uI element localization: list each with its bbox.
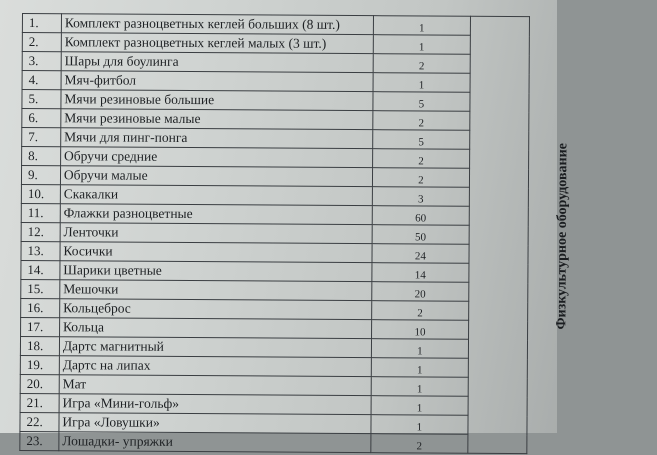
item-name: Дартс магнитный — [59, 337, 372, 358]
item-quantity: 20 — [372, 282, 468, 302]
category-label: Физкультурное оборудование — [553, 143, 570, 330]
item-quantity: 2 — [373, 149, 469, 169]
item-quantity: 1 — [374, 35, 470, 55]
item-quantity: 1 — [371, 377, 467, 397]
item-name: Мат — [59, 375, 372, 396]
equipment-table-wrapper — [19, 13, 570, 453]
row-number: 16. — [21, 298, 60, 317]
item-name: Косички — [60, 242, 373, 263]
row-number: 20. — [20, 374, 59, 393]
row-number: 10. — [21, 184, 60, 203]
item-quantity: 10 — [372, 320, 468, 340]
row-number: 2. — [22, 33, 61, 52]
item-name: Мяч-фитбол — [61, 71, 374, 92]
row-number: 11. — [21, 203, 60, 222]
row-number: 9. — [21, 166, 60, 185]
item-name: Шарики цветные — [60, 261, 373, 282]
item-quantity: 1 — [371, 396, 467, 416]
row-number: 4. — [22, 71, 61, 90]
row-number: 23. — [20, 431, 59, 450]
row-number: 5. — [22, 90, 61, 109]
row-number: 12. — [21, 222, 60, 241]
item-quantity: 1 — [372, 358, 468, 378]
item-quantity: 60 — [373, 206, 469, 226]
item-quantity: 1 — [372, 339, 468, 359]
item-name: Кольца — [59, 318, 372, 339]
row-number: 22. — [20, 412, 59, 431]
item-quantity: 50 — [372, 225, 468, 245]
row-number: 21. — [20, 393, 59, 412]
table-row — [20, 431, 527, 453]
item-name: Кольцеброс — [60, 299, 373, 320]
item-name: Мячи резиновые большие — [61, 90, 374, 111]
category-cell — [467, 16, 570, 453]
item-quantity: 14 — [372, 263, 468, 283]
item-name: Мешочки — [60, 280, 373, 301]
row-number: 1. — [22, 14, 61, 33]
item-name: Лошадки- упряжки — [59, 432, 372, 453]
item-name: Обручи средние — [60, 147, 373, 168]
row-number: 6. — [22, 109, 61, 128]
row-number: 18. — [20, 336, 59, 355]
item-quantity: 2 — [373, 168, 469, 188]
item-name: Комплект разноцветных кеглей больших (8 шт.) — [61, 14, 374, 35]
item-name: Игра «Мини-гольф» — [59, 394, 372, 415]
row-number: 13. — [21, 241, 60, 260]
item-name: Мячи резиновые малые — [61, 109, 374, 130]
item-quantity: 3 — [373, 187, 469, 207]
item-name: Игра «Ловушки» — [59, 413, 372, 434]
row-number: 7. — [22, 128, 61, 147]
item-name: Флажки разноцветные — [60, 204, 373, 225]
row-number: 8. — [22, 147, 61, 166]
item-quantity: 5 — [373, 130, 469, 150]
item-quantity: 1 — [374, 16, 470, 36]
row-number: 15. — [21, 279, 60, 298]
equipment-table — [19, 13, 570, 454]
item-name: Скакалки — [60, 185, 373, 206]
row-number: 14. — [21, 260, 60, 279]
item-quantity: 1 — [373, 73, 469, 93]
row-number: 17. — [21, 317, 60, 336]
item-name: Мячи для пинг-понга — [61, 128, 374, 149]
item-quantity: 2 — [373, 111, 469, 131]
item-quantity: 1 — [371, 415, 467, 435]
item-name: Шары для боулинга — [61, 52, 374, 73]
row-number: 19. — [20, 355, 59, 374]
row-number: 3. — [22, 52, 61, 71]
item-quantity: 2 — [373, 54, 469, 74]
item-name: Обручи малые — [60, 166, 373, 187]
item-name: Комплект разноцветных кеглей малых (3 шт.) — [61, 33, 374, 54]
item-quantity: 2 — [371, 434, 467, 454]
item-name: Ленточки — [60, 223, 373, 244]
equipment-table-body — [20, 14, 570, 454]
item-quantity: 5 — [373, 92, 469, 112]
item-quantity: 24 — [372, 244, 468, 264]
item-quantity: 2 — [372, 301, 468, 321]
item-name: Дартс на липах — [59, 356, 372, 377]
